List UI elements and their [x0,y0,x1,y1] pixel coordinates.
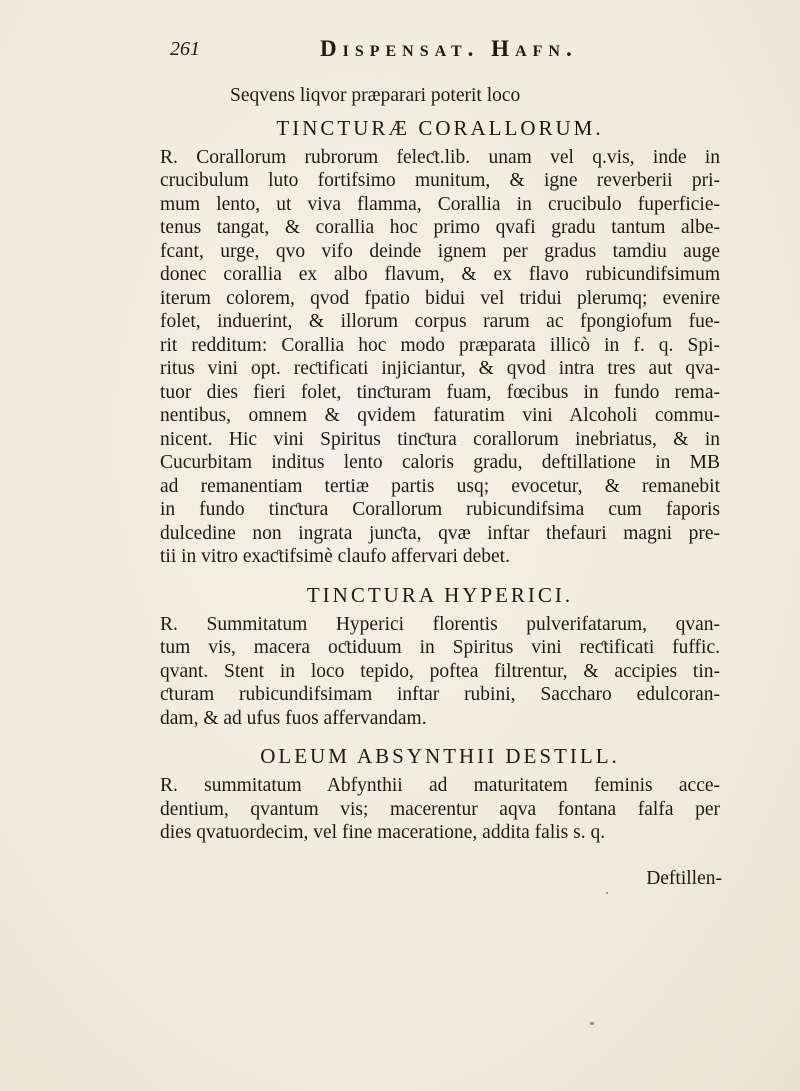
catchword: Deftillen- [646,868,722,889]
text-body [160,84,720,845]
intro-line: Seqvens liqvor præparari poterit loco [230,85,521,106]
text-line: tii in vitro exaƈtifsimè claufo affervari debet. [160,546,510,567]
text-line: tum vis, macera oƈtiduum in Spiritus vini reƈtificati fuffic. [160,637,720,658]
text-line: crucibulum luto fortifsimo munitum, & igne reverberii pri- [160,170,720,191]
text-line: nicent. Hic vini Spiritus tinƈtura corallorum inebriatus, & in [160,428,720,450]
text-line: mum lento, ut viva flamma, Corallia in crucibulo fuperficie- [160,193,720,215]
sections-container [160,110,720,845]
text-line: ƈturam rubicundifsimam inftar rubini, Saccharo edulcoran- [160,684,720,705]
page-number: 261 [170,38,200,60]
text-line: R. Corallorum rubrorum feleƈt.lib. unam vel q.vis, inde in [160,146,720,168]
text-line: donec corallia ex albo flavum, & ex flavo rubicundifsimum [160,264,720,285]
text-line: R. Summitatum Hyperici florentis pulverifatarum, qvan- [160,613,720,635]
text-line: dentium, qvantum vis; macerentur aqva fontana falfa per [160,798,720,820]
section-heading: TINCTURA HYPERICI. [306,582,574,607]
text-line: in fundo tinƈtura Corallorum rubicundifsima cum faporis [160,499,720,520]
text-line: Cucurbitam inditus lento caloris gradu, deftillatione in MB [160,452,720,473]
text-line: dies qvatuordecim, vel fine maceratione, addita falis s. q. [160,822,606,843]
text-line: dam, & ad ufus fuos affervandam. [160,707,427,729]
text-line: iterum colorem, qvod fpatio bidui vel tridui plerumq; evenire [160,287,720,309]
text-line: folet, induerint, & illorum corpus rarum ac fpongiofum fue- [160,311,720,332]
text-line: nentibus, omnem & qvidem faturatim vini Alcoholi commu- [160,405,720,426]
text-line: R. summitatum Abfynthii ad maturitatem feminis acce- [160,775,720,796]
ink-spot [606,892,608,894]
text-line: ad remanentiam tertiæ partis usq; evocetur, & remanebit [160,475,720,497]
ink-spot [590,1022,594,1025]
text-line: ritus vini opt. reƈtificati injiciantur, & qvod intra tres aut qva- [160,358,720,379]
section-heading: OLEUM ABSYNTHII DESTILL. [260,744,620,768]
text-line: fcant, urge, qvo vifo deinde ignem per gradus tamdiu auge [160,240,720,262]
text-line: tuor dies fieri folet, tinƈturam fuam, fœcibus in fundo rema- [160,381,720,403]
text-line: tenus tangat, & corallia hoc primo qvafi gradu tantum albe- [160,217,720,238]
page-header [170,36,730,66]
section-heading: TINCTURÆ CORALLORUM. [276,115,604,140]
text-line: rit redditum: Corallia hoc modo præparata illicò in f. q. Spi- [160,334,720,356]
text-line: dulcedine non ingrata junƈta, qvæ inftar thefauri magni pre- [160,522,720,544]
running-title: Dispensat. Hafn. [320,36,578,61]
text-line: qvant. Stent in loco tepido, poftea filtrentur, & accipies tin- [160,660,720,682]
